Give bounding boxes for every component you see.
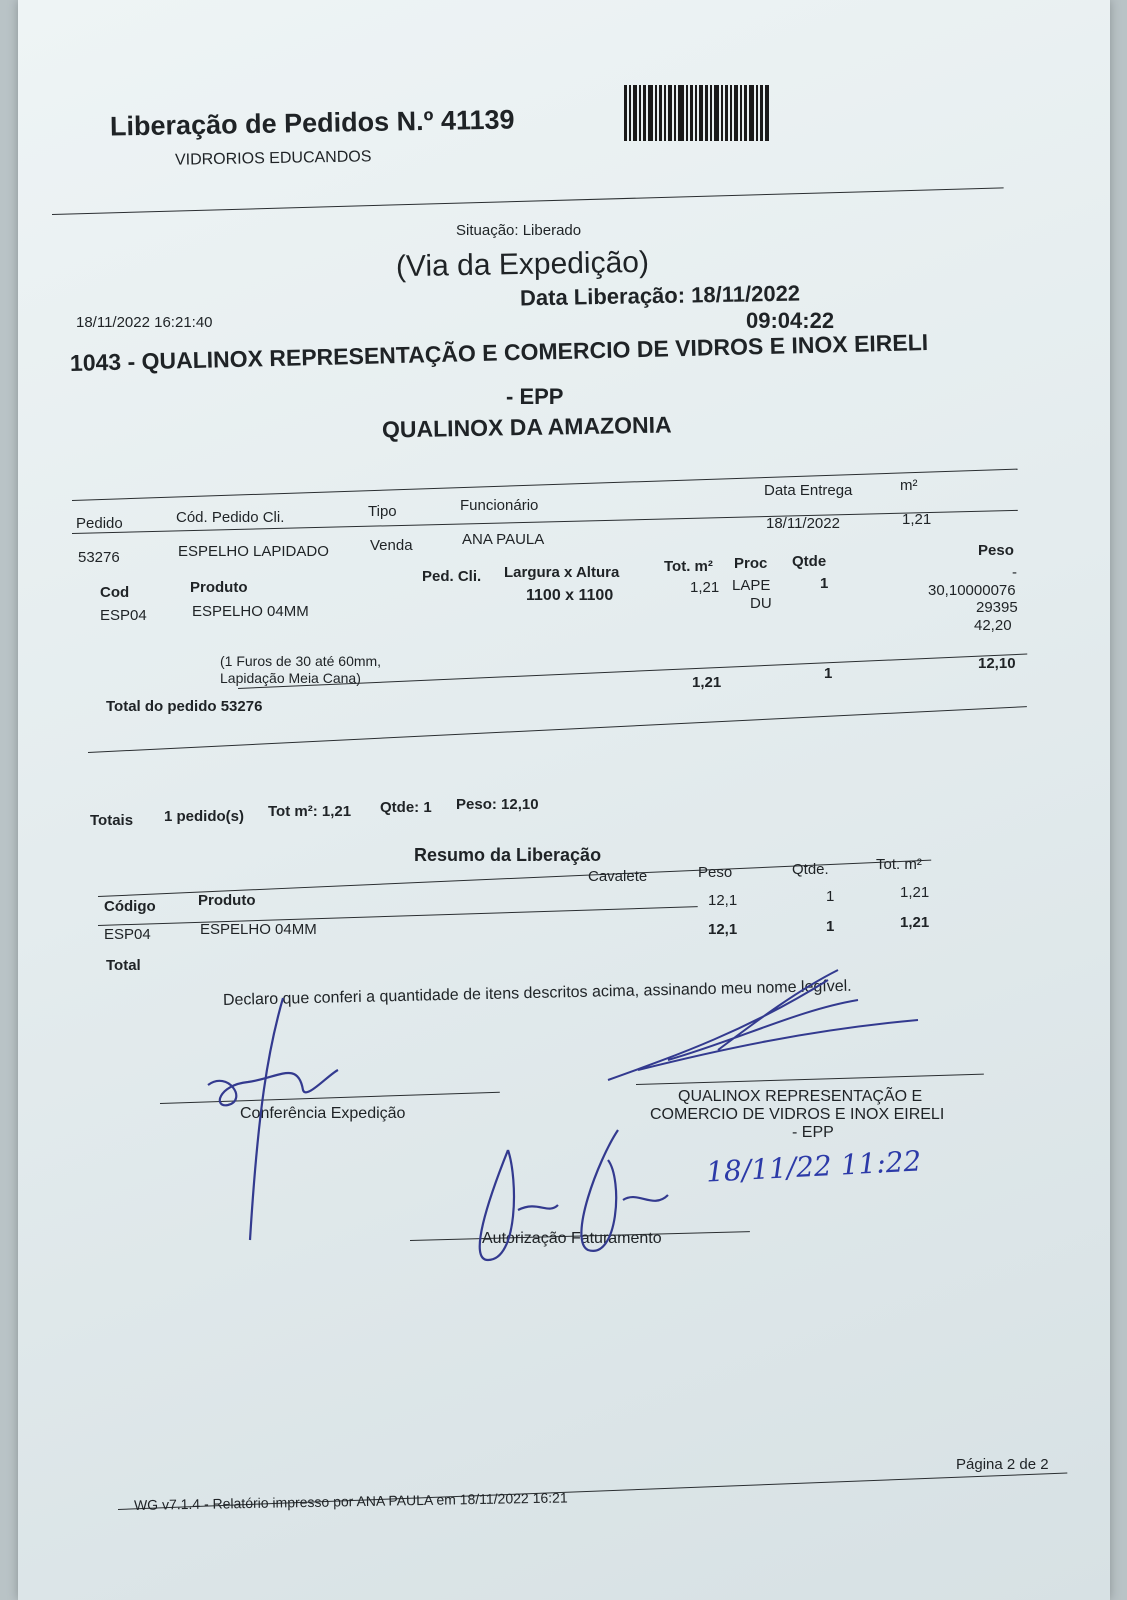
client-fantasy-name: QUALINOX DA AMAZONIA (381, 411, 672, 443)
order-funcionario: ANA PAULA (462, 531, 545, 548)
summary-total-label: Total (106, 957, 141, 974)
summary-header-produto: Produto (198, 892, 256, 909)
signature-label-conferencia: Conferência Expedição (240, 1105, 406, 1122)
order-cod-pedido-cli: ESPELHO LAPIDADO (178, 543, 329, 560)
summary-header-codigo: Código (104, 898, 156, 915)
item-peso-line1: 30,10000076 (928, 582, 1016, 599)
col-header-pedido: Pedido (76, 515, 123, 532)
item-header-largura-altura: Largura x Altura (504, 564, 620, 581)
col-header-cod-pedido-cli: Cód. Pedido Cli. (176, 509, 285, 526)
item-header-produto: Produto (190, 579, 248, 596)
item-note-line2: Lapidação Meia Cana) (220, 670, 361, 686)
order-data-entrega: 18/11/2022 (766, 515, 840, 532)
document-title: Liberação de Pedidos N.º 41139 (109, 104, 515, 142)
summary-top-tot-m2: 1,21 (900, 884, 930, 901)
summary-row-tot-m2: 1,21 (900, 914, 930, 931)
release-date: Data Liberação: 18/11/2022 (519, 280, 801, 311)
summary-row-produto: ESPELHO 04MM (200, 921, 317, 938)
barcode-image (624, 85, 792, 141)
col-header-data-entrega: Data Entrega (764, 482, 853, 499)
item-cod: ESP04 (100, 607, 147, 624)
signature-client-drawing (598, 960, 928, 1090)
order-total-qtde: 1 (824, 665, 833, 682)
order-tipo: Venda (370, 537, 413, 554)
item-peso-line3: 42,20 (974, 617, 1012, 634)
signature-label-autorizacao: Autorização Faturamento (482, 1230, 662, 1247)
summary-top-peso: 12,1 (708, 892, 738, 909)
item-peso-line2: 29395 (976, 599, 1018, 616)
totals-qtde: Qtde: 1 (380, 799, 432, 816)
signature-client-line3: - EPP (792, 1124, 834, 1141)
summary-header-cavalete: Cavalete (588, 868, 648, 885)
summary-row-codigo: ESP04 (104, 926, 151, 943)
item-qtde: 1 (820, 575, 829, 592)
print-datetime: 18/11/2022 16:21:40 (76, 314, 213, 331)
item-header-ped-cli: Ped. Cli. (422, 568, 482, 585)
signature-client-line2: COMERCIO DE VIDROS E INOX EIRELI (650, 1106, 945, 1123)
summary-row-peso: 12,1 (708, 921, 738, 938)
summary-divider-header (98, 906, 698, 926)
summary-row-qtde: 1 (826, 918, 835, 935)
signature-conferencia-drawing (188, 990, 368, 1260)
item-proc-line2: DU (750, 595, 772, 612)
item-header-proc: Proc (734, 555, 768, 572)
client-name-suffix: - EPP (506, 384, 564, 409)
client-name: 1043 - QUALINOX REPRESENTAÇÃO E COMERCIO DE VIDROS E INOX EIRELI (69, 329, 929, 376)
order-pedido: 53276 (78, 549, 120, 566)
status-text: Situação: Liberado (456, 222, 582, 239)
order-total-peso: 12,10 (978, 655, 1016, 672)
item-header-qtde: Qtde (792, 553, 827, 570)
item-header-cod: Cod (100, 584, 130, 601)
item-produto: ESPELHO 04MM (192, 603, 309, 620)
item-peso-dash: - (1012, 564, 1017, 581)
totals-peso: Peso: 12,10 (456, 796, 539, 813)
order-total-m2: 1,21 (692, 674, 722, 691)
totals-pedidos: 1 pedido(s) (164, 808, 245, 825)
item-header-tot-m2: Tot. m² (664, 558, 713, 575)
company-name: VIDRORIOS EDUCANDOS (174, 148, 372, 169)
item-tot-m2: 1,21 (690, 579, 720, 596)
totals-tot-m2: Tot m²: 1,21 (268, 803, 352, 820)
summary-top-qtde: 1 (826, 888, 835, 905)
copy-type: (Via da Expedição) (395, 245, 650, 284)
footer-printed-by: WG v7.1.4 - Relatório impresso por ANA PAULA em 18/11/2022 16:21 (133, 1489, 568, 1513)
handwritten-date: 18/11/22 11:22 (705, 1144, 923, 1189)
signature-autorizacao-drawing (448, 1120, 688, 1280)
order-m2: 1,21 (902, 511, 932, 528)
col-header-m2: m² (900, 477, 918, 494)
signature-client-line1: QUALINOX REPRESENTAÇÃO E (678, 1088, 923, 1105)
summary-header-peso: Peso (698, 864, 733, 881)
totals-label: Totais (90, 812, 134, 829)
summary-title: Resumo da Liberação (414, 845, 602, 865)
declaration-text: Declaro que conferi a quantidade de itens descritos acima, assinando meu nome legível. (222, 977, 852, 1009)
item-header-peso: Peso (978, 542, 1014, 559)
order-total-label: Total do pedido 53276 (106, 698, 263, 715)
order-divider-top (72, 469, 1018, 501)
header-divider (52, 187, 1004, 215)
item-proc-line1: LAPE (732, 577, 771, 594)
summary-header-qtde: Qtde. (792, 861, 829, 878)
summary-header-tot-m2: Tot. m² (876, 856, 922, 873)
item-dimensions: 1100 x 1100 (526, 587, 614, 604)
col-header-tipo: Tipo (368, 503, 397, 520)
col-header-funcionario: Funcionário (460, 497, 539, 514)
release-time: 09:04:22 (746, 308, 835, 333)
page-number: Página 2 de 2 (956, 1456, 1049, 1473)
document-page (18, 0, 1110, 1600)
item-note-line1: (1 Furos de 30 até 60mm, (220, 653, 382, 669)
